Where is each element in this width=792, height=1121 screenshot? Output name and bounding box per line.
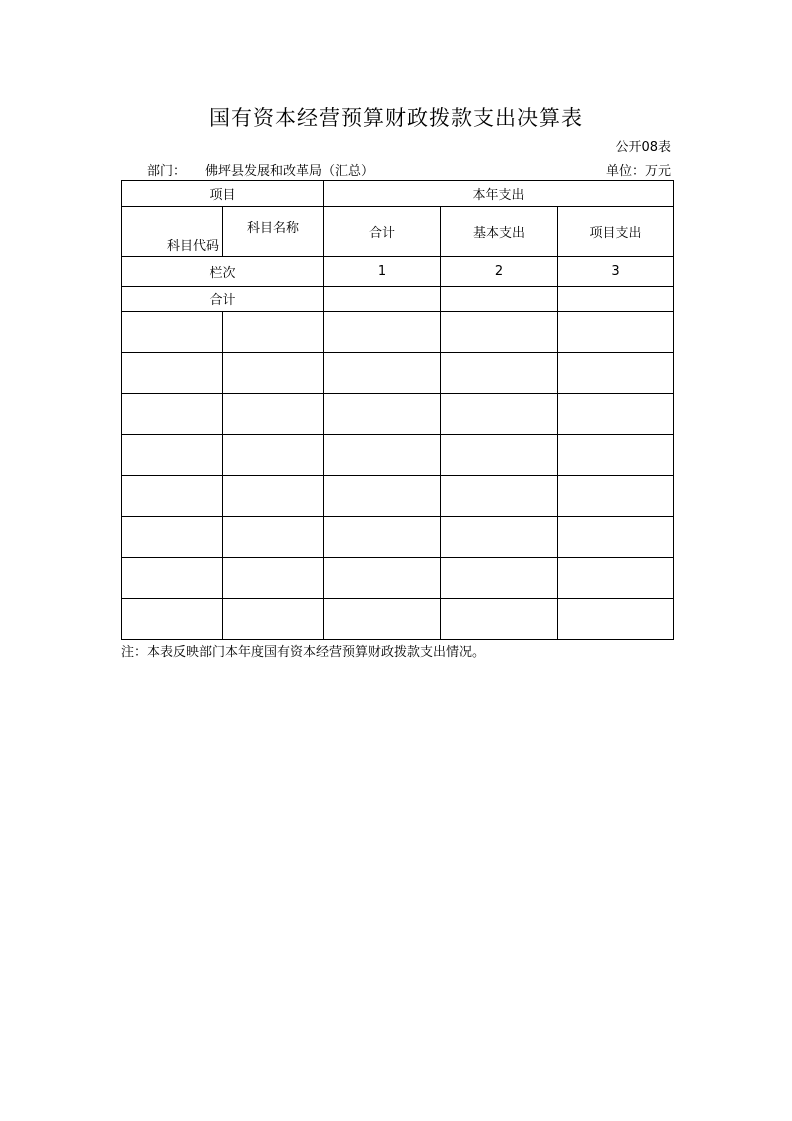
table-cell	[558, 517, 674, 558]
department-name: 佛坪县发展和改革局（汇总）	[205, 164, 375, 179]
total-row-label: 合计	[122, 287, 324, 312]
table-cell	[441, 312, 558, 353]
header-current-year: 本年支出	[324, 181, 674, 207]
table-cell	[324, 394, 441, 435]
table-cell	[122, 435, 223, 476]
column-index-row	[122, 257, 674, 287]
table-row	[122, 312, 674, 353]
header-row-2	[122, 207, 674, 257]
table-cell	[558, 599, 674, 640]
table-cell	[558, 394, 674, 435]
table-row	[122, 517, 674, 558]
table-cell	[441, 558, 558, 599]
table-cell	[441, 435, 558, 476]
total-row	[122, 287, 674, 312]
table-cell	[441, 476, 558, 517]
page-title: 国有资本经营预算财政拨款支出决算表	[209, 106, 583, 130]
total-cell	[324, 287, 441, 312]
table-cell	[223, 312, 324, 353]
header-row-1	[122, 181, 674, 207]
col-subject-name: 科目名称	[223, 207, 324, 257]
index-total: 1	[324, 257, 441, 287]
table-cell	[558, 558, 674, 599]
table-cell	[324, 599, 441, 640]
table-cell	[223, 435, 324, 476]
table-cell	[558, 476, 674, 517]
table-cell	[324, 353, 441, 394]
table-cell	[122, 476, 223, 517]
department-label: 部门：	[147, 164, 187, 179]
table-cell	[223, 558, 324, 599]
table-cell	[223, 599, 324, 640]
total-cell	[441, 287, 558, 312]
table-cell	[122, 517, 223, 558]
table-cell	[223, 353, 324, 394]
col-total: 合计	[324, 207, 441, 257]
col-subject-code: 科目代码	[122, 207, 223, 257]
table-row	[122, 435, 674, 476]
table-cell	[122, 599, 223, 640]
index-project: 3	[558, 257, 674, 287]
unit-label: 单位：万元	[605, 164, 671, 179]
table-cell	[441, 517, 558, 558]
table-cell	[122, 558, 223, 599]
form-code: 公开08表	[615, 140, 671, 155]
table-row	[122, 353, 674, 394]
table-row	[122, 599, 674, 640]
table-row	[122, 394, 674, 435]
table-cell	[223, 394, 324, 435]
column-index-label: 栏次	[122, 257, 324, 287]
table-cell	[223, 517, 324, 558]
expenditure-table	[121, 180, 674, 640]
table-cell	[324, 476, 441, 517]
col-project: 项目支出	[558, 207, 674, 257]
index-basic: 2	[441, 257, 558, 287]
table-cell	[441, 599, 558, 640]
total-cell	[558, 287, 674, 312]
table-cell	[122, 394, 223, 435]
table-cell	[223, 476, 324, 517]
table-cell	[441, 394, 558, 435]
table-cell	[324, 558, 441, 599]
table-cell	[558, 435, 674, 476]
table-cell	[558, 353, 674, 394]
footnote: 注：本表反映部门本年度国有资本经营预算财政拨款支出情况。	[121, 645, 486, 660]
table-cell	[324, 517, 441, 558]
header-item: 项目	[122, 181, 324, 207]
col-basic: 基本支出	[441, 207, 558, 257]
table-cell	[122, 353, 223, 394]
table-cell	[558, 312, 674, 353]
table-row	[122, 558, 674, 599]
table-cell	[122, 312, 223, 353]
table-cell	[324, 312, 441, 353]
table-row	[122, 476, 674, 517]
table-cell	[441, 353, 558, 394]
table-cell	[324, 435, 441, 476]
